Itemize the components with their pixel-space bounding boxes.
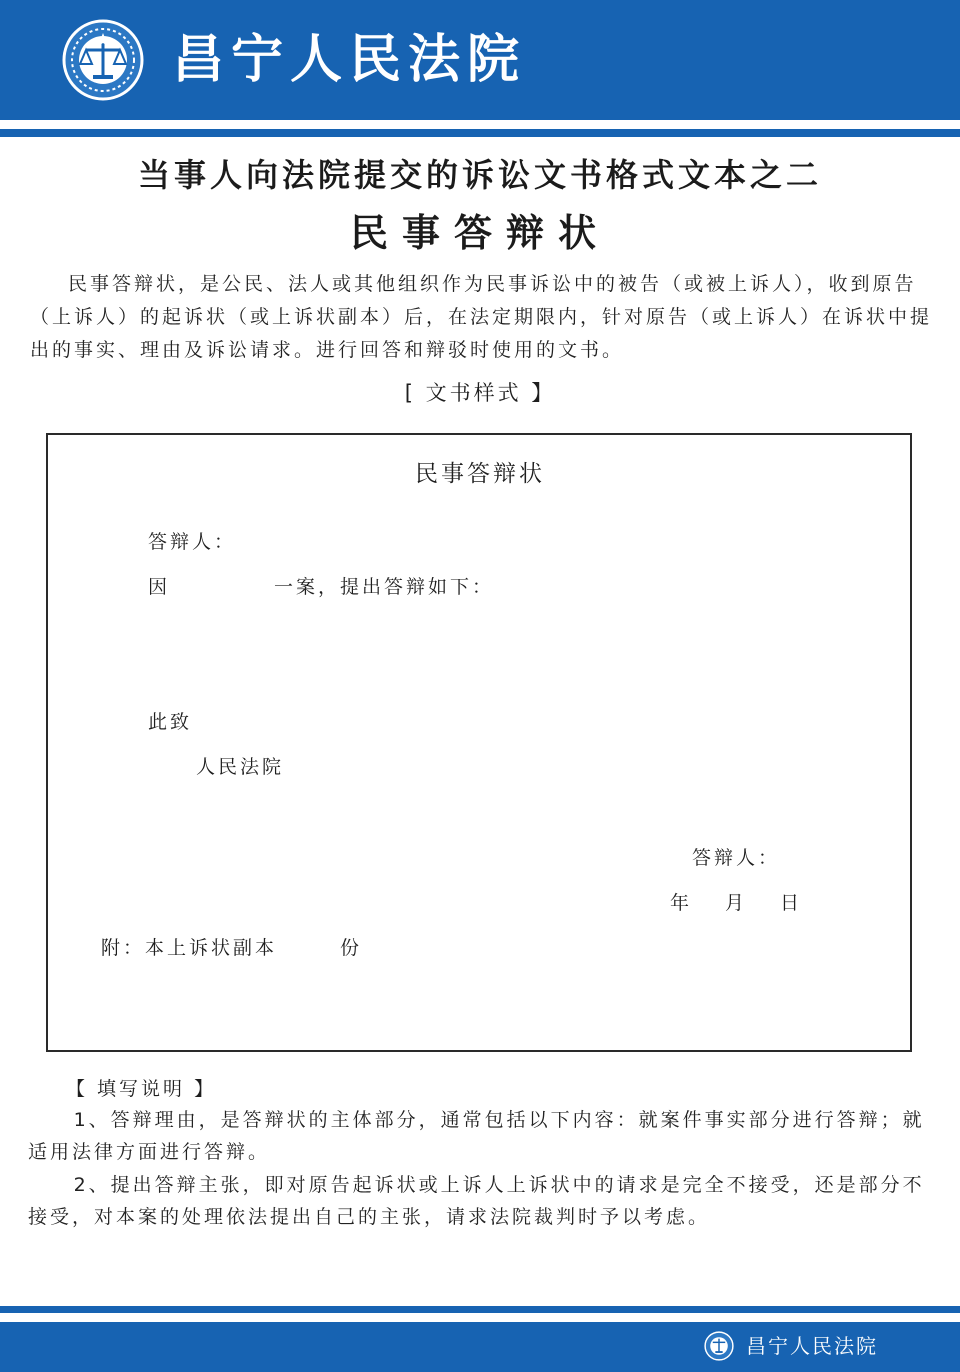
document-subtitle: 当事人向法院提交的诉讼文书格式文本之二 (137, 156, 822, 194)
court-suffix: 人民法院 (196, 756, 285, 778)
document-title: 民事答辩状 (349, 211, 610, 255)
attachment-unit: 份 (340, 937, 363, 959)
attachment-label: 附：本上诉状副本 (101, 937, 278, 959)
court-emblem-icon (704, 1330, 734, 1362)
court-name-footer: 昌宁人民法院 (746, 1334, 878, 1358)
case-suffix: 一案，提出答辩如下： (274, 576, 495, 598)
court-emblem-icon (62, 18, 144, 102)
form-title: 民事答辩状 (415, 461, 545, 487)
signature-label: 答辩人： (692, 847, 781, 869)
date-month: 月 (725, 892, 748, 914)
case-prefix: 因 (148, 576, 171, 598)
salutation: 此致 (148, 711, 193, 733)
instructions-heading: 【 填写说明 】 (66, 1078, 217, 1100)
header-stripe (0, 129, 960, 137)
instruction-item-1: 1、答辩理由，是答辩状的主体部分，通常包括以下内容：就案件事实部分进行答辩；就适用法律方面进行答辩。 (28, 1109, 925, 1163)
court-name-header: 昌宁人民法院 (172, 30, 527, 90)
sample-label: [ 文书样式 】 (404, 381, 556, 405)
footer-stripe (0, 1306, 960, 1313)
date-year: 年 (670, 892, 693, 914)
respondent-label: 答辩人： (148, 531, 237, 553)
intro-paragraph: 民事答辩状，是公民、法人或其他组织作为民事诉讼中的被告（或被上诉人），收到原告（上诉人）的起诉状（或上诉状副本）后，在法定期限内，针对原告（或上诉人）在诉状中提出的事实、理由及诉讼请求。进行回答和辩驳时使用的文书。 (30, 273, 933, 361)
date-day: 日 (780, 892, 803, 914)
instruction-item-2: 2、提出答辩主张，即对原告起诉状或上诉人上诉状中的请求是完全不接受，还是部分不接受，对本案的处理依法提出自己的主张，请求法院裁判时予以考虑。 (28, 1174, 925, 1228)
